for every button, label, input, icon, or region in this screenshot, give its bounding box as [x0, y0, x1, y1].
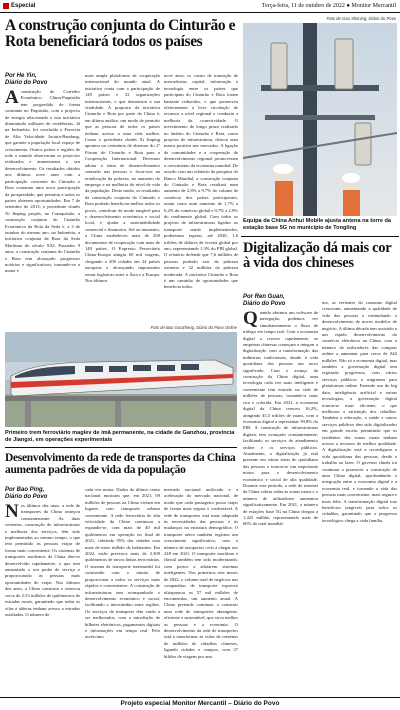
photo1-caption: Equipa da China Anhui Mobile ajusta antena na torre da estação base 5G no município de Tongling [243, 218, 392, 231]
page-footer: Projeto especial Monitor Mercantil – Diário do Povo [0, 697, 400, 710]
article2-outlet: Diário do Povo [243, 300, 286, 307]
newspaper-name: Monitor Mercantil [351, 3, 396, 9]
article1-title: A construção conjunta do Cinturão e Rota beneficiará todos os países [5, 17, 236, 51]
header-date: Terça-feira, 11 de outubro de 2022 ● Monitor Mercantil [261, 3, 396, 9]
article1-outlet: Diário do Povo [5, 79, 48, 86]
article1-dropcap: A [5, 89, 19, 108]
article3-dropcap: N [5, 503, 19, 522]
article2-col1-text: uando abrimos um software de navegação, podemos ver simultaneamente o fluxo de tráfego em tempo real. Com a economia digital a crescer rapidamente, as empresas chinesas começam a integrar a digitalização com a transformação das indústrias tradicionais, dando à vida quotidiana das pessoas um novo significado. Com o avanço da construção da China digital, uma tecnologia cada vez mais inteligente e conveniente tem entrado na vida de milhões de pessoas, tornando-a mais rica e colorida. Em 2021, a economia digital da China cresceu 16,2%, atingindo 45,5 triliões de yuans, com a economia digital a representar 39,8% do PIB. A construção de infraestruturas digitais tem avançado constantemente, facilitando os serviços de atendimento online e os serviços públicos. Atualmente, a digitalização já está presente em várias áreas do quotidiano das pessoas e tornou-se um importante motor para o desenvolvimento económico e social de alta qualidade. Durante este período, a rede de internet da China cobriu todas as zonas rurais e o número de utilizadores aumentou significativamente. Em 2021, o número de estações base 5G na China chegou a 1,425 milhão, representando mais de 60% do total mundial. [243, 310, 318, 527]
issue-date: Terça-feira, 11 de outubro de 2022 [261, 3, 345, 9]
article2-col1 [243, 310, 318, 694]
article3-outlet: Diário do Povo [5, 493, 48, 500]
section-marker-icon [3, 3, 9, 9]
antenna-tower-photo-icon [243, 23, 397, 216]
photo1-image [243, 23, 397, 216]
article1-col2: mais ampla plataforma de cooperação internacional do mundo atual. A iniciativa conta com a participação de 149 países e 32 organizações internacionais, o que demonstra a sua vitalidade. A proposta da iniciativa Cinturão e Rota por parte da China é, em última análise, um modo de permitir que as pessoas de todos os países tenham acesso a uma vida melhor. Como o presidente chinês Xi Jinping apontou na cerimónia de abertura do 2º Fórum do Cinturão e Rota para a Cooperação Internacional: Devemos adotar a ideia de desenvolvimento centrado nas pessoas e focar-nos na erradicação da pobreza, no aumento do emprego e na melhoria do nível de vida da população. Deste modo, os resultados da construção conjunta do Cinturão e Rota poderão beneficiar melhor todos os povos, contribuir de modo tangível para o desenvolvimento económico e social local, e ajudar a sustentabilidade comercial e financeira. Até ao momento, a China estabeleceu mais de 200 documentos de cooperação com mais de 149 países. O Expresso Ferroviário China-Europa atingiu 60 mil viagens, chegando a 200 cidades em 24 países europeus e alcançando importantes zonas logísticas entre a Ásia e a Europa. Nos últimos [85, 73, 160, 283]
photo2-caption: Primeiro trem ferroviário maglev de ímã permanente, na cidade de Ganzhou, província de Jiangxi, em operações experimentais [5, 430, 235, 443]
article3-author: Por Bao Ping, [5, 487, 45, 493]
article2-author: Por Ren Guan, [243, 294, 285, 300]
article3-col3: mercado nacional unificado e a aceleração do mercado nacional, de modo que cada passageiro possa viajar de forma mais segura e confortável. A rede de transportes está mais adaptada às necessidades das pessoas e às mudanças na estrutura demográfica. O transporte aéreo também registou um crescimento significativo, com o número de aeroportos civis a chegar aos 248 em 2021. O transporte marítimo e fluvial também tem sido modernizado, com portos a adotarem sistemas inteligentes. Nos primeiros sete meses de 2022, o volume total de negócios nas companhias de transporte expresso ultrapassou os 57 mil milhões de encomendas, um aumento anual. A China pretende continuar a construir uma rede de transportes abrangente, eficiente e sustentável, que sirva melhor as pessoas e a economia. O desenvolvimento da rede de transportes está a transformar as vidas de centenas de milhões de cidadãos chineses, ligando cidades e campos, com 37 biliões de viagens por ano. [164, 487, 238, 659]
photo2-image [5, 332, 237, 427]
article1-author: Por He Yin, [5, 73, 37, 79]
photo1-credit: Foto de Gao Shiming, Diário do Povo [326, 16, 396, 21]
page-header [0, 0, 400, 13]
article2-col2: mo, as vertentes do consumo digital cresceram, aumentando a qualidade de vida das pessoas e estimulando o desenvolvimento de novos modelos de negócio. A última década tem assistido a um rápido desenvolvimento do comércio eletrónico na China, com o número de utilizadores das compras online a aumentar para cerca de 842 milhões. Não só a economia digital, mas também a governação digital tem registado progressos, com vários serviços públicos a migrarem para plataformas online. Fazendo uso do big data, inteligência artificial e outras tecnologias, a governação digital tornou-se mais eficiente, o que melhorou a satisfação dos cidadãos. Também a educação, a saúde e outros serviços públicos têm sido digitalizados em grande escala, permitindo que os residentes das zonas rurais tenham acesso a recursos de melhor qualidade. A digitalização está a reconfigurar a vida quotidiana das pessoas, desde o trabalho ao lazer. O governo chinês irá continuar a promover a construção de uma China digital, aprofundando a integração entre a economia digital e a economia real, e tornando a vida das pessoas mais conveniente, mais segura e mais feliz. A transformação digital traz benefícios tangíveis para todos os cidadãos, garantindo que o progresso tecnológico chega a cada família. [322, 300, 397, 523]
article2-byline [243, 294, 323, 308]
article3-col2: cada vez maior. Dados do último censo nacional mostram que, em 2021, 69 milhões de pessoas na China viviam em lugares com transporte urbano conveniente. A rede ferroviária de alta velocidade da China continuou a expandir-se, com mais de 40 mil quilómetros em operação no final de 2021, cobrindo 95% das cidades com mais de meio milhão de habitantes. Em 2022, estão previstos mais de 3.300 quilómetros de novas linhas ferroviárias. O sistema de transporte intermodal foi construído com o intuito de proporcionar a todos os serviços mais rápidos e convenientes. A construção de infraestruturas tem acompanhado o desenvolvimento económico e social, facilitando o intercâmbio entre regiões. Os serviços de transporte têm vindo a ser melhorados, com a introdução de bilhetes eletrónicos, pagamentos digitais e informações em tempo real. Pelo acréscimo [85, 487, 160, 640]
article1-byline [5, 73, 85, 87]
photo2-credit: Foto de Bao Guozheng, Diário do Povo Online [150, 325, 237, 330]
maglev-train-photo-icon [5, 332, 237, 427]
article2-dropcap: Q [243, 310, 258, 329]
article1-col1 [5, 89, 80, 321]
article3-col1-text: os últimos dez anos, a rede de transportes da China avançou constantemente. As duas vertentes, construção de infraestruturas e melhoria dos serviços, têm sido implementadas ao mesmo tempo, o que tem permitido às pessoas viajar de forma mais conveniente. Os sistemas de transportes modernos da China têm-se desenvolvido rapidamente, o que tem aumentado o seu poder de serviço e proporcionado às pessoas mais oportunidades de viajar. Nos últimos dez anos, a China construiu e renovou cerca de 2,53 milhões de quilómetros de estradas rurais, garantindo que todas as vilas e aldeias tenham acesso a estradas asfaltadas. O número de [5, 503, 80, 617]
article1-col3: nove anos, os custos de transação de mercadorias, capital, informação e tecnologia entre os países que participam do Cinturão e Rota foram bastante reduzidos, o que promoveu efetivamente a livre circulação de recursos a nível regional e conduziu a melhoria da conectividade. O investimento de longo prazo realizado no âmbito do Cinturão e Rota, como projetos de infraestrutura, deixou uma marca positiva nos mercados. A ligação de comunidades e a cooperação de desenvolvimento regional promoveram o crescimento da economia mundial. De acordo com um relatório da pesquisa do Banco Mundial, a construção conjunta do Cinturão e Rota resultará num aumento de 2,8% a 9,7% do volume de comércio dos países participantes, assim como num aumento de 1,7% a 6,2% do comércio global e 0,7% a 2,9% do rendimento global. Com todos os projetos de infraestruturas ligados ao transporte sendo implementados, poderemos esperar, até 2030, 1,6 triliões de dólares de receita global por ano, representando 1,3% do PIB global. O relatório defende que 7,6 milhões de pessoas poderão sair da pobreza extrema e 32 milhões da pobreza moderada. A iniciativa Cinturão e Rota é um caminho de oportunidades que beneficia todos. [164, 73, 238, 290]
article1-col1-text: construção do Corredor Económico China-Paquistão tem progredido de forma constante no Paquistão, com o projecto de energia relacionado a esta iniciativa diminuindo milhares de residências. Já na Indonésia, foi concluída a Ferrovia de Alta Velocidade Jacarta-Bandung, que garante a população local espaço de crescimento. Outros países e regiões de todo o mundo observaram os projectos realizados e aumentaram o seu desenvolvimento. Os resultados obtidos nos últimos nove anos com a participação crescente do Cinturão e Rota contaram uma nova participação da prosperidade, que permitiu a todos os países obterem oportunidades. Em 7 de setembro de 2013, o presidente chinês Xi Jinping propôs, no Cazaquistão, a construção conjunta do Cinturão Económico da Rota da Seda e, a 3 de outubro do mesmo ano, na Indonésia, a iniciativa conjunta da Rota da Seda Marítima do século XXI. Passados 9 anos, a construção conjunta do Cinturão e Rota tem alcançado progressos notórios e significativos, tornando-se a maior e [5, 89, 80, 274]
article2-title: Digitalização dá mais cor à vida dos chineses [243, 240, 392, 272]
column-divider [241, 236, 399, 237]
article3-byline [5, 487, 85, 501]
section-label: Especial [11, 3, 36, 9]
article3-title: Desenvolvimento da rede de transportes da China aumenta padrões de vida da população [5, 452, 236, 477]
article3-col1 [5, 503, 80, 694]
section-divider [5, 447, 237, 448]
